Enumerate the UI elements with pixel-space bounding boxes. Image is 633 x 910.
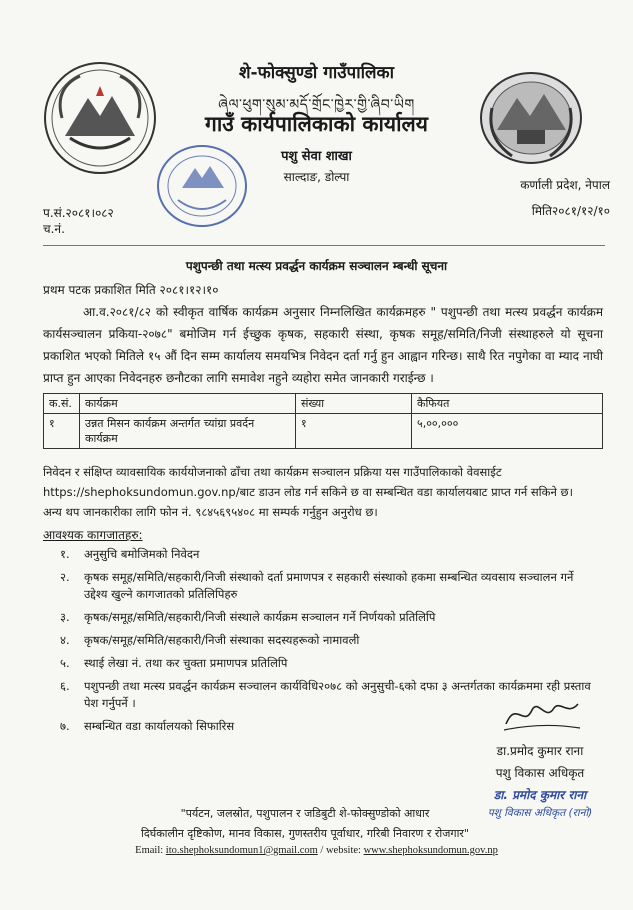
reference-number: प.सं.२०८१।०८२ bbox=[43, 206, 114, 220]
signatory-designation: पशु विकास अधिकृत bbox=[495, 766, 585, 780]
org-name: शे-फोक्सुण्डो गाउँपालिका bbox=[238, 63, 394, 83]
list-item bbox=[50, 632, 600, 649]
list-item-text: सम्बन्धित वडा कार्यालयको सिफारिस bbox=[84, 719, 235, 733]
office-name: गाउँ कार्यपालिकाको कार्यालय bbox=[205, 112, 428, 136]
table-header: कैफियत bbox=[412, 394, 603, 414]
list-item-number: ४. bbox=[60, 633, 70, 647]
table-header: कार्यक्रम bbox=[80, 394, 296, 414]
list-item bbox=[50, 655, 600, 672]
list-item-text: कृषक/समूह/समिति/सहकारी/निजी संस्थाले कार्यक्रम सञ्चालन गर्ने निर्णयको प्रतिलिपि bbox=[84, 610, 436, 624]
header-divider bbox=[43, 245, 605, 246]
table-header-row bbox=[44, 394, 603, 414]
email-label: Email: bbox=[135, 845, 164, 856]
list-item bbox=[50, 546, 600, 563]
handwritten-signature bbox=[502, 694, 582, 734]
website-link[interactable]: www.shephoksundomun.gov.np bbox=[363, 845, 498, 856]
list-item-number: ३. bbox=[60, 610, 70, 624]
list-item bbox=[50, 569, 600, 603]
list-item-number: ५. bbox=[60, 656, 70, 670]
list-item-number: ६. bbox=[60, 679, 70, 693]
list-item-text: कृषक/समूह/समिति/सहकारी/निजी संस्थाका सदस्यहरूको नामावली bbox=[84, 633, 360, 647]
footer-slogan-line1: "पर्यटन, जलस्रोत, पशुपालन र जडिबुटी शे-फोक्सुण्डोको आधार bbox=[180, 807, 430, 820]
download-info bbox=[43, 462, 603, 522]
notice-subject: पशुपन्छी तथा मत्स्य प्रवर्द्धन कार्यक्रम सञ्चालन म्बन्धी सूचना bbox=[185, 259, 448, 273]
table-header: संख्या bbox=[296, 394, 412, 414]
province: कर्णाली प्रदेश, नेपाल bbox=[520, 178, 610, 192]
signatory-name: डा.प्रमोद कुमार राना bbox=[496, 744, 584, 758]
list-item bbox=[50, 609, 600, 626]
download-info-link-line[interactable]: https://shephoksundomun.gov.np/बाट डाउन लोड गर्न सकिने छ वा सम्बन्धित वडा कार्यालयबाट प्राप्त गर्न सकिने छ। bbox=[43, 485, 573, 499]
location: साल्दाङ, डोल्पा bbox=[283, 170, 350, 184]
email-link[interactable]: ito.shephoksundomun1@gmail.com bbox=[165, 845, 318, 856]
list-item-text: कृषक समूह/समिति/सहकारी/निजी संस्थाको दर्ता प्रमाणपत्र र सहकारी संस्थाको हकमा सम्बन्धित व्यवसाय सञ्चालन गर्ने उद्देश्य खुल्ने कागजातको प्रतिलिपिहरु bbox=[84, 570, 574, 601]
table-cell: १ bbox=[296, 414, 412, 449]
notice-paragraph: आ.व.२०८१/८२ को स्वीकृत वार्षिक कार्यक्रम अनुसार निम्नलिखित कार्यक्रमहरु " पशुपन्छी तथा मत्स्य प्रवर्द्धन कार्यक्रम कार्यसञ्चालन प्रकिया-२०७८" बमोजिम गर्न ईच्छुक कृषक, सहकारी संस्था, कृषक समूह/समिति/निजी संस्थाहरुले यो सूचना प्रकाशित भएको मितिले १५ औं दिन सम्म कार्यालय समयभित्र निवेदन दर्ता गर्नु हुन आह्वान गरिन्छ। साथै रित नपुगेका वा म्याद नाघी प्राप्त हुन आएका निवेदनहरु छनौटका लागि समावेश नहुने व्यहोरा समेत जानकारी गराईन्छ । bbox=[43, 305, 603, 385]
list-item-number: ७. bbox=[60, 719, 70, 733]
name-seal: डा. प्रमोद कुमार राना bbox=[493, 788, 587, 802]
letter-date: मिति२०८१/१२/१० bbox=[531, 204, 610, 218]
download-info-line: निवेदन र संक्षिप्त व्यावसायिक कार्ययोजनाको ढाँचा तथा कार्यक्रम सञ्चालन प्रक्रिया यस गाउँपालिकाको वेवसाईट bbox=[43, 465, 502, 479]
designation-seal: पशु विकास अधिकृत (रानो) bbox=[487, 807, 593, 819]
section-name: पशु सेवा शाखा bbox=[281, 149, 352, 164]
program-table bbox=[43, 393, 603, 449]
notice-body bbox=[43, 301, 603, 389]
table-cell: ५,००,००० bbox=[412, 414, 603, 449]
footer-slogan-line2: दिर्घकालीन दृष्टिकोण, मानव विकास, गुणस्तरीय पूर्वाधार, गरिबी निवारण र रोजगार" bbox=[141, 827, 469, 840]
org-name-tibetan: ཞེལ་ཕུག་སུམ་མདོ་གྲོང་ཁྱེར་གྱི་ཞིབ་ཡིག bbox=[218, 97, 415, 113]
list-item-text: पशुपन्छी तथा मत्स्य प्रवर्द्धन कार्यक्रम सञ्चालन कार्यविधि२०७८ को अनुसुची-६को दफा ३ अन्तर्गतका कार्यक्रममा रही प्रस्ताव पेश गर्नुपर्ने । bbox=[84, 679, 591, 710]
table-cell: १ bbox=[44, 414, 80, 449]
list-item-text: अनुसुचि बमोजिमको निवेदन bbox=[84, 547, 200, 561]
dispatch-number: च.नं. bbox=[43, 222, 65, 236]
table-cell: उन्नत मिसन कार्यक्रम अन्तर्गत च्यांग्रा प्रवर्दन कार्यक्रम bbox=[80, 414, 296, 449]
first-published-date: प्रथम पटक प्रकाशित मिति २०८१।१२।१० bbox=[43, 283, 219, 297]
table-header: क.सं. bbox=[44, 394, 80, 414]
contact-info-line: अन्य थप जानकारीका लागि फोन नं. ९८४५६९५४०८ मा सम्पर्क गर्नुहुन अनुरोध छ। bbox=[43, 505, 378, 519]
list-item-number: २. bbox=[60, 570, 70, 584]
table-row bbox=[44, 414, 603, 449]
required-docs-heading: आवश्यक कागजातहरु: bbox=[43, 528, 143, 542]
list-item-number: १. bbox=[60, 547, 70, 561]
footer-contact bbox=[0, 845, 633, 856]
website-label: / website: bbox=[320, 845, 361, 856]
list-item-text: स्थाई लेखा नं. तथा कर चुक्ता प्रमाणपत्र प्रतिलिपि bbox=[84, 656, 288, 670]
